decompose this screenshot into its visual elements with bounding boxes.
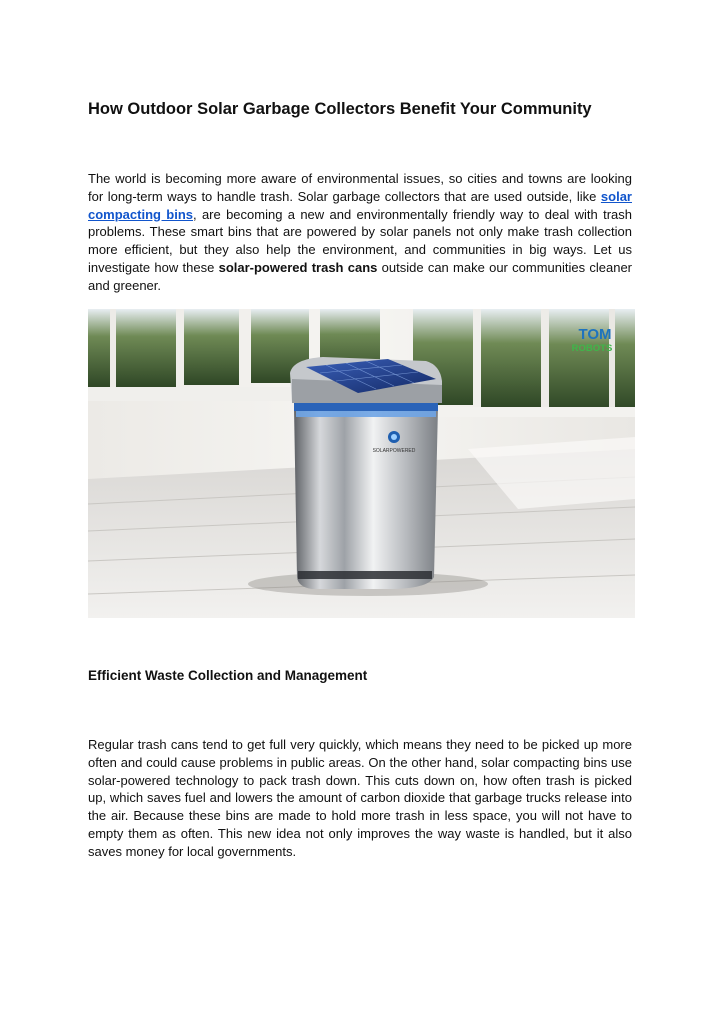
intro-bold-text: solar-powered trash cans <box>218 259 378 275</box>
logo-line-2: ROBOTS <box>571 343 613 354</box>
intro-paragraph <box>88 170 632 295</box>
logo-line-1: TOM <box>578 326 612 343</box>
intro-text-3: outside can make our communities cleaner and greener. <box>88 259 633 293</box>
article-title: How Outdoor Solar Garbage Collectors Benefit Your Community <box>88 100 592 118</box>
intro-text-1: The world is becoming more aware of environmental issues, so cities and towns are looking for long-term ways to handle trash. Solar garbage collectors that are used outside, like <box>88 171 632 204</box>
section-heading: Efficient Waste Collection and Management <box>88 668 368 683</box>
bin-label: SOLARPOWERED <box>372 448 416 454</box>
section-paragraph: Regular trash cans tend to get full very quickly, which means they need to be picked up more often and could cause problems in public areas. On the other hand, solar compacting bins use solar-powered technology to pack trash down. This cuts down on, how often trash is picked up, which saves fuel and lowers the amount of carbon dioxide that garbage trucks release into the air. Because these bins are made to hold more trash in less space, you will not have to empty them as often. This new idea not only improves the way waste is handled, but it also saves money for local governments. <box>88 737 632 859</box>
solar-bin-photo <box>88 309 635 618</box>
solar-compacting-bins-link[interactable]: solar compacting bins <box>88 188 632 222</box>
tom-robots-logo <box>572 326 613 354</box>
intro-text-2: , are becoming a new and environmentally friendly way to deal with trash problems. These smart bins that are powered by solar panels not only make trash collection more efficient, but they also help the environment, and communities in big ways. Let us investigate how these <box>88 206 632 275</box>
